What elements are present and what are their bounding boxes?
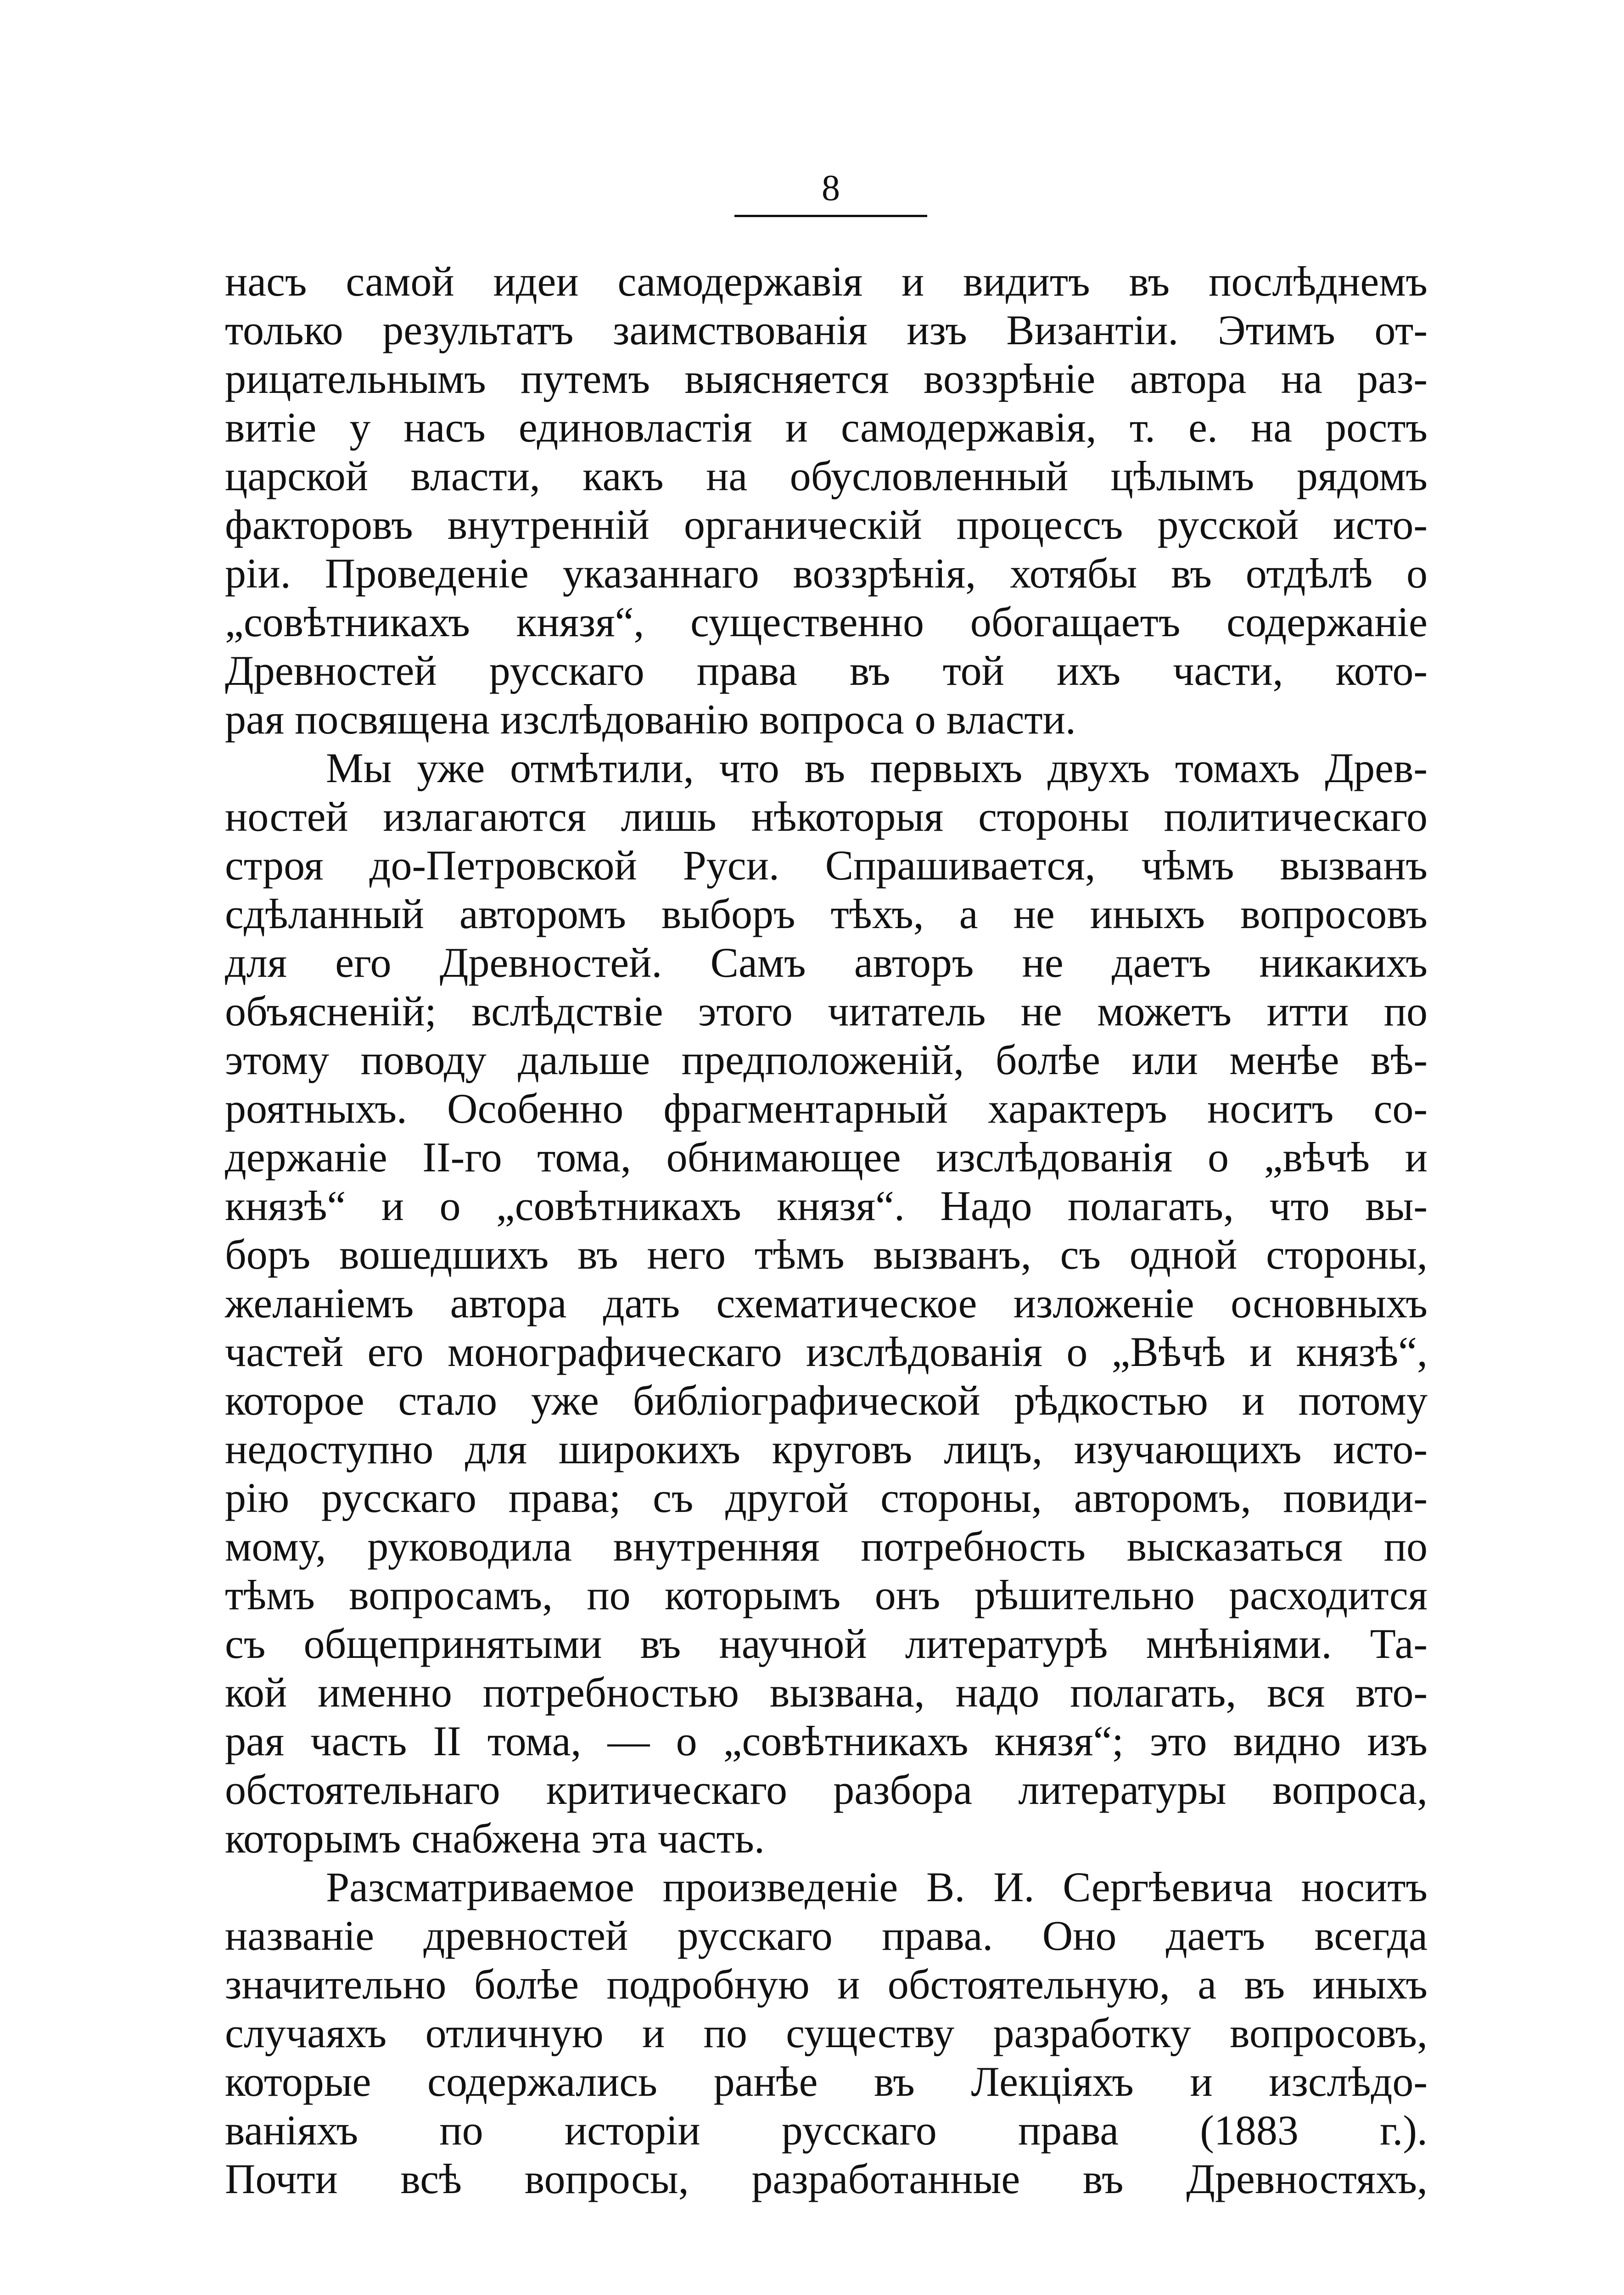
text-line: боръ вошедшихъ въ него тѣмъ вызванъ, съ одной стороны, (225, 1231, 1428, 1278)
text-line: рая часть II тома, — о „совѣтникахъ князя“; это видно изъ (225, 1718, 1428, 1764)
text-line: факторовъ внутренній органическій процессъ русской исто- (225, 501, 1428, 548)
paragraph-2 (225, 744, 1428, 1863)
text-line: ностей излагаются лишь нѣкоторыя стороны политическаго (225, 793, 1428, 840)
page-number-rule (734, 215, 927, 217)
text-line: ріи. Проведеніе указаннаго воззрѣнія, хотябы въ отдѣлѣ о (225, 550, 1428, 597)
text-line: рію русскаго права; съ другой стороны, авторомъ, повиди- (225, 1474, 1428, 1521)
text-line: для его Древностей. Самъ авторъ не даетъ никакихъ (225, 939, 1428, 986)
text-line: этому поводу дальше предположеній, болѣе или менѣе вѣ- (225, 1036, 1428, 1083)
text-line: держаніе II-го тома, обнимающее изслѣдованія о „вѣчѣ и (225, 1134, 1428, 1181)
text-line: съ общепринятыми въ научной литературѣ мнѣніями. Та- (225, 1620, 1428, 1667)
text-line: частей его монографическаго изслѣдованія о „Вѣчѣ и князѣ“, (225, 1328, 1428, 1375)
text-line: витіе у насъ единовластія и самодержавія, т. е. на ростъ (225, 404, 1428, 451)
text-line: ваніяхъ по исторіи русскаго права (1883 г.). (225, 2107, 1428, 2154)
text-line: которые содержались ранѣе въ Лекціяхъ и изслѣдо- (225, 2058, 1428, 2105)
text-line: названіе древностей русскаго права. Оно даетъ всегда (225, 1912, 1428, 1959)
text-line: тѣмъ вопросамъ, по которымъ онъ рѣшительно расходится (225, 1572, 1428, 1618)
text-line: насъ самой идеи самодержавія и видитъ въ послѣднемъ (225, 258, 1428, 305)
text-line: значительно болѣе подробную и обстоятельную, а въ иныхъ (225, 1961, 1428, 2008)
text-line: Мы уже отмѣтили, что въ первыхъ двухъ томахъ Древ- (326, 744, 1428, 791)
text-line: которое стало уже библіографической рѣдкостью и потому (225, 1377, 1428, 1424)
text-line: рицательнымъ путемъ выясняется воззрѣніе автора на раз- (225, 355, 1428, 402)
text-line: случаяхъ отличную и по существу разработку вопросовъ, (225, 2010, 1428, 2056)
text-line: недоступно для широкихъ круговъ лицъ, изучающихъ исто- (225, 1426, 1428, 1472)
text-line: Разсматриваемое произведеніе В. И. Сергѣевича носитъ (326, 1864, 1428, 1910)
paragraph-1 (225, 257, 1428, 744)
text-line: Почти всѣ вопросы, разработанные въ Древностяхъ, (225, 2155, 1428, 2202)
text-line: объясненій; вслѣдствіе этого читатель не можетъ итти по (225, 988, 1428, 1035)
text-line: сдѣланный авторомъ выборъ тѣхъ, а не иныхъ вопросовъ (225, 890, 1428, 937)
text-line: Древностей русскаго права въ той ихъ части, кото- (225, 647, 1428, 694)
text-line: царской власти, какъ на обусловленный цѣлымъ рядомъ (225, 453, 1428, 499)
text-line: рая посвящена изслѣдованію вопроса о власти. (225, 696, 1076, 743)
text-line: строя до-Петровской Руси. Спрашивается, чѣмъ вызванъ (225, 842, 1428, 889)
body-text (225, 257, 1428, 2203)
text-line: кой именно потребностью вызвана, надо полагать, вся вто- (225, 1669, 1428, 1716)
paragraph-3 (225, 1863, 1428, 2203)
text-line: роятныхъ. Особенно фрагментарный характеръ носитъ со- (225, 1085, 1428, 1132)
text-line: мому, руководила внутренняя потребность высказаться по (225, 1523, 1428, 1570)
text-line: „совѣтникахъ князя“, существенно обогащаетъ содержаніе (225, 599, 1428, 645)
text-line: обстоятельнаго критическаго разбора литературы вопроса, (225, 1766, 1428, 1813)
text-line: желаніемъ автора дать схематическое изложеніе основныхъ (225, 1280, 1428, 1327)
text-line: князѣ“ и о „совѣтникахъ князя“. Надо полагать, что вы- (225, 1182, 1428, 1229)
text-line: только результатъ заимствованія изъ Византіи. Этимъ от- (225, 307, 1428, 353)
page-number: 8 (822, 168, 840, 208)
text-line: которымъ снабжена эта часть. (225, 1815, 765, 1862)
